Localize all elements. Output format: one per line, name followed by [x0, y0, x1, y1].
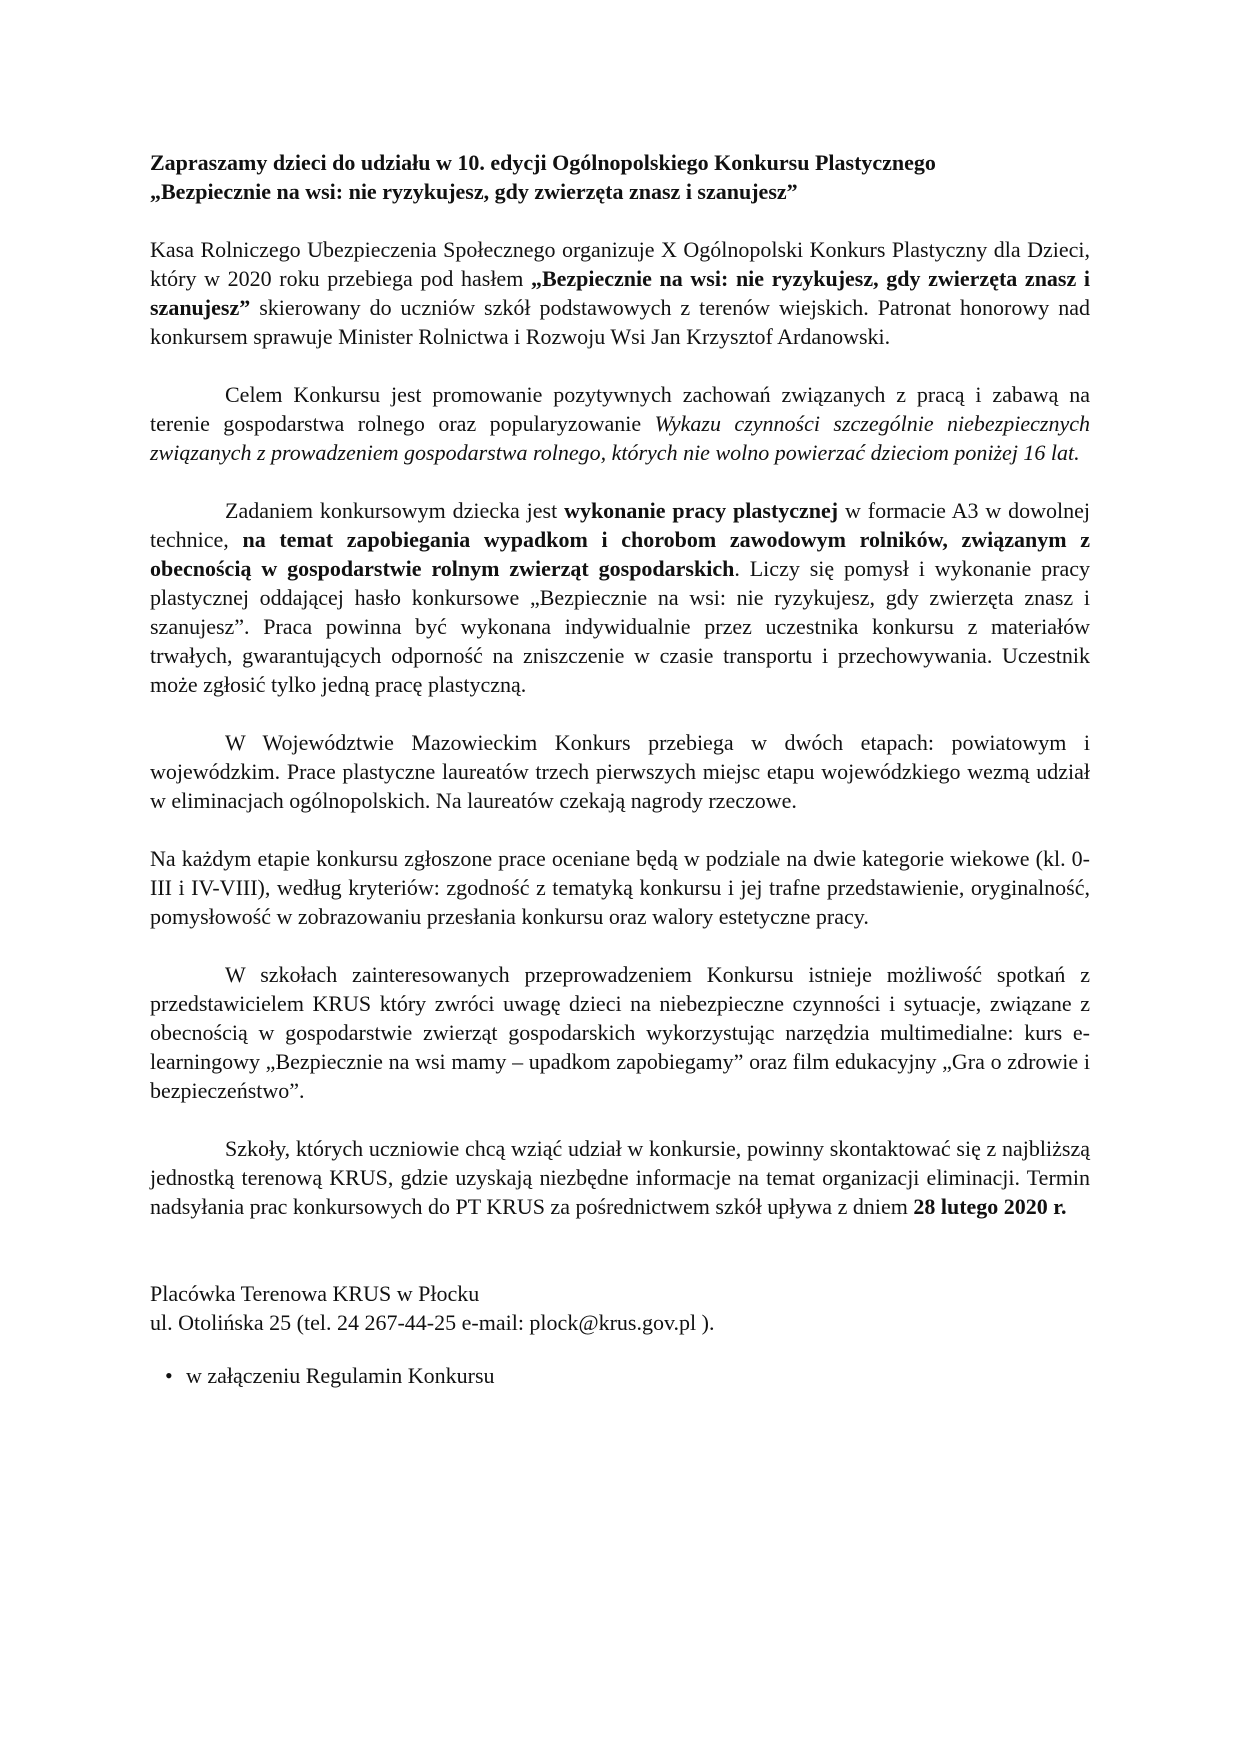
bullet-icon: • — [165, 1363, 173, 1388]
paragraph-meetings: W szkołach zainteresowanych przeprowadzeniem Konkursu istnieje możliwość spotkań z przedstawicielem KRUS który zwróci uwagę dzieci na niebezpieczne czynności i sytuacje, związane z obecnością w gospodarstwie zwierząt gospodarskich wykorzystując narzędzia multimedialne: kurs e-learningowy „Bezpiecznie na wsi mamy – upadkom zapobiegamy” oraz film edukacyjny „Gra o zdrowie i bezpieczeństwo”. — [150, 962, 1090, 1103]
paragraph-intro: Kasa Rolniczego Ubezpieczenia Społecznego organizuje X Ogólnopolski Konkurs Plastyczny dla Dzieci, który w 2020 roku przebiega pod hasłem „Bezpiecznie na wsi: nie ryzykujesz, gdy zwierzęta znasz i szanujesz” skierowany do uczniów szkół podstawowych z terenów wiejskich. Patronat honorowy nad konkursem sprawuje Minister Rolnictwa i Rozwoju Wsi Jan Krzysztof Ardanowski. — [150, 237, 1091, 349]
activity-list-title: Wykazu czynności szczególnie niebezpiecznych związanych z prowadzeniem gospodarstwa rolnego, których nie wolno powierzać dzieciom poniżej 16 lat. — [150, 411, 1090, 465]
title-line-2: „Bezpiecznie na wsi: nie ryzykujesz, gdy zwierzęta znasz i szanujesz” — [150, 179, 798, 204]
attachment-text: w załączeniu Regulamin Konkursu — [186, 1363, 495, 1388]
contest-slogan: „Bezpiecznie na wsi: nie ryzykujesz, gdy zwierzęta znasz i szanujesz” — [150, 266, 1091, 320]
contact-office: Placówka Terenowa KRUS w Płocku — [150, 1281, 480, 1306]
document-page — [150, 148, 1090, 1390]
paragraph-stages: W Województwie Mazowieckim Konkurs przebiega w dwóch etapach: powiatowym i wojewódzkim. Prace plastyczne laureatów trzech pierwszych miejsc etapu wojewódzkiego wezmą udział w eliminacjach ogólnopolskich. Na laureatów czekają nagrody rzeczowe. — [150, 730, 1090, 813]
paragraph-deadline: Szkoły, których uczniowie chcą wziąć udział w konkursie, powinny skontaktować się z najbliższą jednostką terenową KRUS, gdzie uzyskają niezbędne informacje na temat organizacji eliminacji. Termin nadsyłania prac konkursowych do PT KRUS za pośrednictwem szkół upływa z dniem 28 lutego 2020 r. — [150, 1136, 1090, 1219]
contact-address: ul. Otolińska 25 (tel. 24 267-44-25 e-mail: plock@krus.gov.pl ). — [150, 1310, 715, 1335]
paragraph-task: Zadaniem konkursowym dziecka jest wykonanie pracy plastycznej w formacie A3 w dowolnej technice, na temat zapobiegania wypadkom i chorobom zawodowym rolników, związanym z obecnością w gospodarstwie rolnym zwierząt gospodarskich. Liczy się pomysł i wykonanie pracy plastycznej oddającej hasło konkursowe „Bezpiecznie na wsi: nie ryzykujesz, gdy zwierzęta znasz i szanujesz”. Praca powinna być wykonana indywidualnie przez uczestnika konkursu z materiałów trwałych, gwarantujących odporność na zniszczenie w czasie transportu i przechowywania. Uczestnik może zgłosić tylko jedną pracę plastyczną. — [150, 498, 1090, 697]
deadline-date: 28 lutego 2020 r. — [913, 1194, 1067, 1219]
paragraph-goal: Celem Konkursu jest promowanie pozytywnych zachowań związanych z pracą i zabawą na terenie gospodarstwa rolnego oraz popularyzowanie Wykazu czynności szczególnie niebezpiecznych związanych z prowadzeniem gospodarstwa rolnego, których nie wolno powierzać dzieciom poniżej 16 lat. — [150, 382, 1090, 465]
title-line-1: Zapraszamy dzieci do udziału w 10. edycji Ogólnopolskiego Konkursu Plastycznego — [150, 150, 936, 175]
attachment-list-item — [165, 1361, 1090, 1390]
paragraph-criteria: Na każdym etapie konkursu zgłoszone prace oceniane będą w podziale na dwie kategorie wiekowe (kl. 0-III i IV-VIII), według kryteriów: zgodność z tematyką konkursu i jej trafne przedstawienie, oryginalność, pomysłowość w zobrazowaniu przesłania konkursu oraz walory estetyczne pracy. — [150, 846, 1090, 929]
document-title — [150, 148, 1090, 206]
